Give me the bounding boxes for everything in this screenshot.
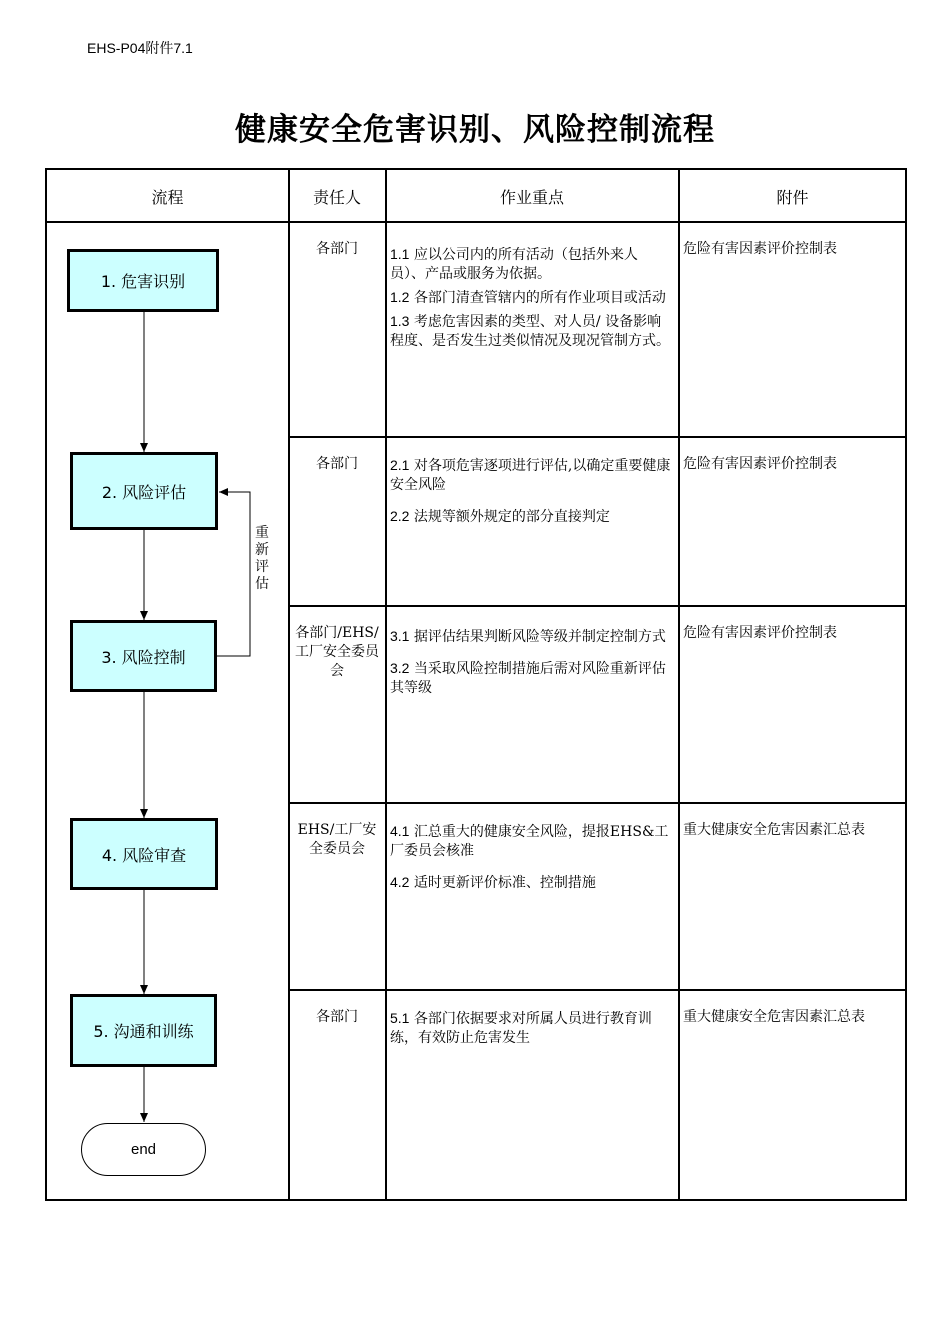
flow-step-risk-review: 4. 风险审查 bbox=[70, 818, 218, 890]
key-point-item: 4.1 汇总重大的健康安全风险，提报EHS&工厂委员会核准 bbox=[390, 823, 669, 859]
key-points-cell bbox=[390, 627, 672, 702]
flow-step-hazard-identification: 1. 危害识别 bbox=[67, 249, 219, 312]
attachment-cell: 危险有害因素评价控制表 bbox=[683, 241, 837, 257]
header-flow: 流程 bbox=[151, 187, 184, 207]
responsible-cell: EHS/工厂安全委员会 bbox=[297, 822, 377, 857]
attachment-cell: 危险有害因素评价控制表 bbox=[683, 625, 837, 641]
key-point-item: 2.1 对各项危害逐项进行评估,以确定重要健康安全风险 bbox=[390, 457, 671, 493]
flow-end-terminator: end bbox=[81, 1123, 206, 1176]
key-points-cell bbox=[390, 456, 672, 531]
key-point-item: 2.2 法规等额外规定的部分直接判定 bbox=[390, 508, 610, 525]
key-point-item: 1.2 各部门清查管辖内的所有作业项目或活动 bbox=[390, 289, 666, 306]
header-key-points: 作业重点 bbox=[499, 187, 564, 207]
key-point-item: 3.1 据评估结果判断风险等级并制定控制方式 bbox=[390, 628, 666, 645]
attachment-cell: 重大健康安全危害因素汇总表 bbox=[683, 822, 865, 838]
key-point-item: 3.2 当采取风险控制措施后需对风险重新评估其等级 bbox=[390, 660, 666, 696]
key-points-cell bbox=[390, 1009, 672, 1052]
key-point-item: 4.2 适时更新评价标准、控制措施 bbox=[390, 874, 596, 891]
reassess-label: 重新评估 bbox=[255, 525, 269, 592]
document-code: EHS-P04附件7.1 bbox=[87, 40, 193, 56]
page-title: 健康安全危害识别、风险控制流程 bbox=[235, 112, 715, 148]
attachment-cell: 重大健康安全危害因素汇总表 bbox=[683, 1009, 865, 1025]
responsible-cell: 各部门 bbox=[316, 241, 358, 257]
key-point-item: 5.1 各部门依据要求对所属人员进行教育训练，有效防止危害发生 bbox=[390, 1010, 652, 1046]
header-attachment: 附件 bbox=[776, 187, 809, 207]
header-responsible: 责任人 bbox=[312, 187, 361, 207]
reassess-loop-arrow bbox=[216, 492, 250, 656]
responsible-cell: 各部门 bbox=[316, 1009, 358, 1025]
key-point-item: 1.1 应以公司内的所有活动（包括外来人员）、产品或服务为依据。 bbox=[390, 246, 638, 282]
responsible-cell: 各部门 bbox=[316, 456, 358, 472]
responsible-cell: 各部门/EHS/工厂安全委员会 bbox=[295, 625, 379, 679]
flow-step-risk-assessment: 2. 风险评估 bbox=[70, 452, 218, 530]
key-points-cell bbox=[390, 245, 672, 355]
flow-step-communication-training: 5. 沟通和训练 bbox=[70, 994, 217, 1067]
flow-step-risk-control: 3. 风险控制 bbox=[70, 620, 217, 692]
attachment-cell: 危险有害因素评价控制表 bbox=[683, 456, 837, 472]
key-points-cell bbox=[390, 822, 672, 897]
key-point-item: 1.3 考虑危害因素的类型、对人员/ 设备影响程度、是否发生过类似情况及现况管制方式。 bbox=[390, 313, 670, 349]
